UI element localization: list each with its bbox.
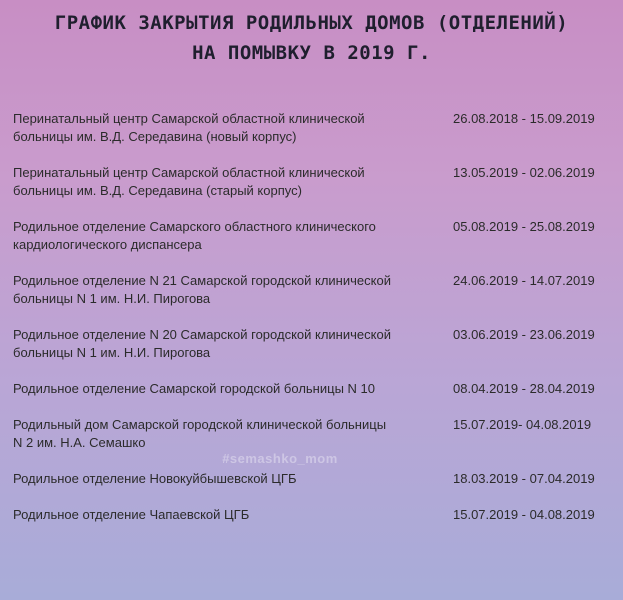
facility-name-line-2: больницы N 1 им. Н.И. Пирогова: [13, 291, 211, 306]
facility-name-line-1: Перинатальный центр Самарской областной клинической: [13, 111, 365, 126]
list-item: [13, 272, 613, 308]
closure-dates: 15.07.2019- 04.08.2019: [453, 417, 592, 432]
facility-name: [13, 470, 418, 488]
list-item: [13, 164, 613, 200]
facility-name-line-1: Родильное отделение N 20 Самарской городской клинической: [13, 327, 391, 342]
list-item: [13, 218, 613, 254]
facility-name-line-1: Родильный дом Самарской городской клинической больницы: [13, 417, 387, 432]
facility-name-line-2: кардиологического диспансера: [13, 237, 202, 252]
title-line-2: НА ПОМЫВКУ В 2019 Г.: [192, 42, 431, 64]
facility-name-line-1: Перинатальный центр Самарской областной клинической: [13, 165, 365, 180]
facility-name: [13, 326, 418, 362]
title-line-1: ГРАФИК ЗАКРЫТИЯ РОДИЛЬНЫХ ДОМОВ (ОТДЕЛЕНИЙ): [54, 12, 569, 34]
facility-name-line-2: N 2 им. Н.А. Семашко: [13, 435, 146, 450]
closure-dates: 13.05.2019 - 02.06.2019: [453, 165, 595, 180]
closure-dates: 15.07.2019 - 04.08.2019: [453, 507, 595, 522]
closure-dates: 05.08.2019 - 25.08.2019: [453, 219, 595, 234]
closure-dates: 24.06.2019 - 14.07.2019: [453, 273, 595, 288]
list-item: [13, 506, 613, 524]
facility-name: [13, 272, 418, 308]
closure-dates: 08.04.2019 - 28.04.2019: [453, 381, 595, 396]
facility-name-line-1: Родильное отделение Самарской городской больницы N 10: [13, 381, 375, 396]
facility-name: [13, 164, 418, 200]
facility-name: [13, 506, 418, 524]
list-item: [13, 110, 613, 146]
closure-dates: 03.06.2019 - 23.06.2019: [453, 327, 595, 342]
facility-name-line-1: Родильное отделение Самарского областного клинического: [13, 219, 376, 234]
closure-dates: 18.03.2019 - 07.04.2019: [453, 471, 595, 486]
list-item: [13, 380, 613, 398]
facility-name-line-1: Родильное отделение Чапаевской ЦГБ: [13, 507, 250, 522]
facility-name-line-2: больницы N 1 им. Н.И. Пирогова: [13, 345, 211, 360]
page-title: [0, 8, 623, 68]
list-item: [13, 416, 613, 452]
closure-dates: 26.08.2018 - 15.09.2019: [453, 111, 595, 126]
facility-name-line-1: Родильное отделение Новокуйбышевской ЦГБ: [13, 471, 297, 486]
list-item: [13, 470, 613, 488]
list-item: [13, 326, 613, 362]
facility-name: [13, 416, 418, 452]
facility-name: [13, 110, 418, 146]
facility-name: [13, 218, 418, 254]
facility-name-line-2: больницы им. В.Д. Середавина (старый корпус): [13, 183, 302, 198]
facility-name-line-2: больницы им. В.Д. Середавина (новый корпус): [13, 129, 297, 144]
facility-name-line-1: Родильное отделение N 21 Самарской городской клинической: [13, 273, 391, 288]
watermark-hashtag: #semashko_mom: [222, 451, 338, 466]
facility-name: [13, 380, 418, 398]
